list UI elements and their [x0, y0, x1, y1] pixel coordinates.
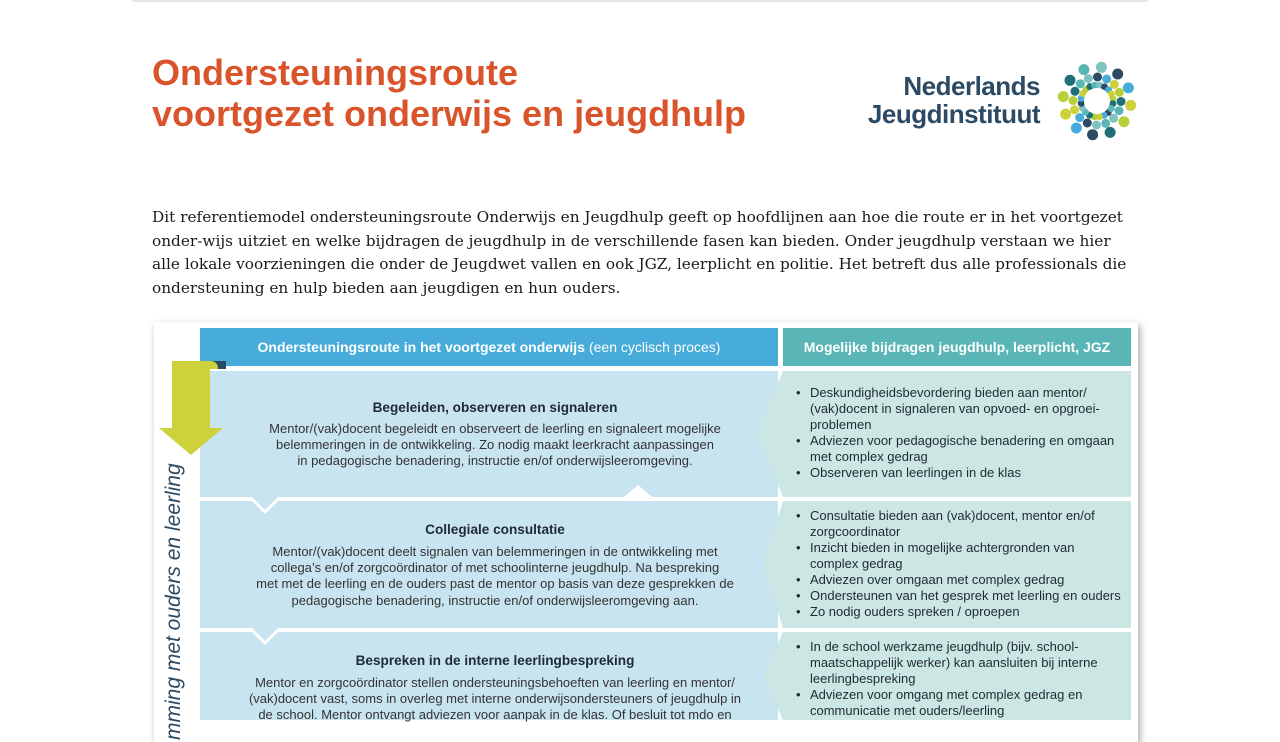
- list-item: • In de school werkzame jeugdhulp (bijv. school-maatschappelijk werker) kan aansluiten bij interne leerlingbespreking: [796, 639, 1126, 687]
- title-line-2: voortgezet onderwijs en jeugdhulp: [152, 93, 747, 134]
- list-item: • Ondersteunen van het gesprek met leerling en ouders: [796, 588, 1126, 604]
- title-line-1: Ondersteuningsroute: [152, 52, 519, 93]
- column-header-contributions-label: Mogelijke bijdragen jeugdhulp, leerplicht, JGZ: [803, 339, 1111, 355]
- phase-2-title: Collegiale consultatie: [425, 522, 565, 537]
- phase-3-body: Mentor en zorgcoördinator stellen ondersteuningsbehoeften van leerling en mentor/ (vak)docent vast, soms in overleg met interne onderwijsondersteuners of jeugdhulp in de school. Mentor ontvangt adviezen voor aanpak in de klas. Of besluit tot mdo en: [248, 675, 742, 723]
- phase-1-body: Mentor/(vak)docent begeleidt en observeert de leerling en signaleert mogelijke belemmeringen in de ontwikkeling. Zo nodig maakt leerkracht aanpassingen in pedagogische benadering, instructie en/of onderwijsleeromgeving.: [269, 421, 721, 469]
- logo-line-1: Nederlands: [903, 71, 1040, 101]
- logo-line-2: Jeugdinstituut: [867, 99, 1040, 129]
- side-label: mming met ouders en leerling: [162, 463, 185, 740]
- phase-3-bullets: [796, 639, 1126, 719]
- phase-2-body: Mentor/(vak)docent deelt signalen van belemmeringen in de ontwikkeling met collega’s en/of zorgcoördinator of met schoolinterne jeugdhulp. Na bespreking met met de leerling en de ouders past de mentor op basis van deze gesprekken de pedagogische benadering, instructie en/of onderwijsleeromgeving aan.: [256, 544, 734, 608]
- list-item: • Deskundigheidsbevordering bieden aan mentor/ (vak)docent in signaleren van opvoed- en opgroei-problemen: [796, 385, 1126, 433]
- list-item: • Zo nodig ouders spreken / oproepen: [796, 604, 1126, 620]
- list-item: • Consultatie bieden aan (vak)docent, mentor en/of zorgcoordinator: [796, 508, 1126, 540]
- phase-1-bullets: [796, 385, 1126, 481]
- intro-paragraph: Dit referentiemodel ondersteuningsroute Onderwijs en Jeugdhulp geeft op hoofdlijnen aan hoe die route er in het voortgezet onder-wijs uitziet en welke bijdragen de jeugdhulp in de verschillende fasen kan bieden. Onder jeugdhulp verstaan we hier alle lokale voorzieningen die onder de Jeugdwet vallen en ook JGZ, leerplicht en politie. Het betreft dus alle professionals die ondersteuning en hulp bieden aan jeugdigen en hun ouders.: [152, 208, 1127, 297]
- list-item: • Observeren van leerlingen in de klas: [796, 465, 1126, 481]
- list-item: • Inzicht bieden in mogelijke achtergronden van complex gedrag: [796, 540, 1126, 572]
- list-item: • Adviezen voor omgang met complex gedrag en communicatie met ouders/leerling: [796, 687, 1126, 719]
- column-header-route-light: (een cyclisch proces): [588, 339, 721, 355]
- list-item: • Adviezen voor pedagogische benadering en omgaan met complex gedrag: [796, 433, 1126, 465]
- list-item: • Adviezen over omgaan met complex gedrag: [796, 572, 1126, 588]
- column-header-route-bold: Ondersteuningsroute in het voortgezet onderwijs: [257, 339, 585, 355]
- phase-3-title: Bespreken in de interne leerlingbespreking: [355, 653, 635, 668]
- phase-2-bullets: [796, 508, 1126, 620]
- phase-1-title: Begeleiden, observeren en signaleren: [372, 400, 618, 415]
